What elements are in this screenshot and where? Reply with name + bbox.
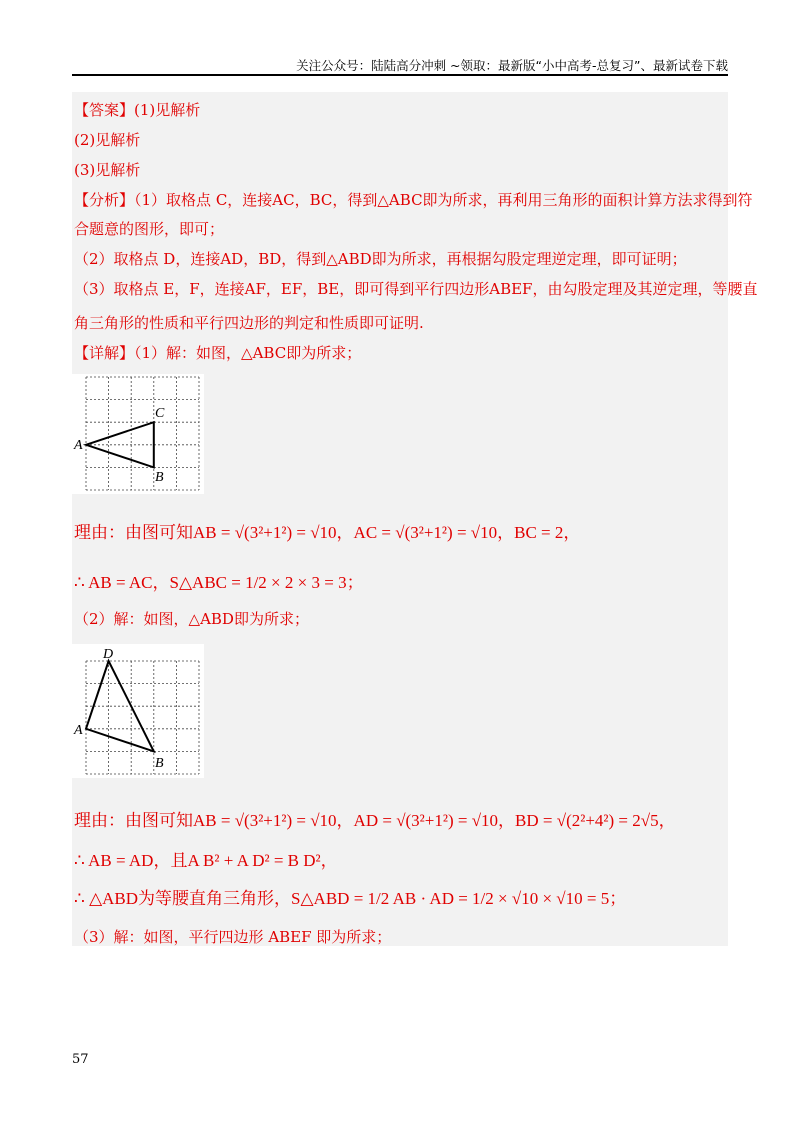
detail-3-line: （3）解：如图，平行四边形 ABEF 即为所求； xyxy=(74,928,392,946)
detail-1-text: （1）解：如图，△ABC即为所求； xyxy=(134,344,362,362)
label-a-2: A xyxy=(74,723,83,738)
analysis-1-line xyxy=(74,189,753,210)
detail-2-line: （2）解：如图，△ABD即为所求； xyxy=(74,610,309,628)
analysis-3-line: （3）取格点 E，F，连接AF，EF，BE，即可得到平行四边形ABEF，由勾股定理及其逆定理，等腰直 xyxy=(74,280,758,298)
detail-1-line xyxy=(74,342,361,363)
answer-3-line: (3)见解析 xyxy=(74,161,141,179)
analysis-2-line: （2）取格点 D，连接AD，BD，得到△ABD即为所求，再根据勾股定理逆定理，即可证明； xyxy=(74,250,687,268)
reason-1-line: 理由：由图可知AB = √(3²+1²) = √10，AC = √(3²+1²) = √10，BC = 2， xyxy=(74,523,581,542)
therefore-3-line: ∴ △ABD为等腰直角三角形，S△ABD = 1/2 AB · AD = 1/2 × √10 × √10 = 5； xyxy=(74,889,627,908)
detail-tag: 【详解】 xyxy=(74,344,135,362)
answer-2-line: (2)见解析 xyxy=(74,131,141,149)
analysis-3b-line: 角三角形的性质和平行四边形的判定和性质即可证明. xyxy=(74,314,424,332)
analysis-tag: 【分析】 xyxy=(74,191,135,209)
figure-triangle-abc xyxy=(72,374,204,494)
figure-triangle-abd xyxy=(72,644,204,778)
answer-line: 【答案】(1)见解析 xyxy=(74,101,201,119)
label-c: C xyxy=(155,406,165,421)
therefore-2-line: ∴ AB = AD，且A B² + A D² = B D²， xyxy=(74,851,338,870)
reason-2-line: 理由：由图可知AB = √(3²+1²) = √10，AD = √(3²+1²) = √10，BD = √(2²+4²) = 2√5， xyxy=(74,811,676,830)
analysis-1-text: （1）取格点 C，连接AC，BC，得到△ABC即为所求，再利用三角形的面积计算方法求得到符 xyxy=(134,191,753,209)
analysis-1b-line: 合题意的图形，即可； xyxy=(74,220,225,238)
therefore-1-line: ∴ AB = AC，S△ABC = 1/2 × 2 × 3 = 3； xyxy=(74,573,364,592)
page-number: 57 xyxy=(72,1052,89,1067)
label-a: A xyxy=(74,438,83,453)
header-rule xyxy=(72,74,728,76)
label-b: B xyxy=(155,470,164,485)
label-d: D xyxy=(103,647,114,662)
page-header: 关注公众号：陆陆高分冲刺 ~领取：最新版“小中高考-总复习”、最新试卷下载 xyxy=(296,58,728,73)
label-b-2: B xyxy=(155,756,164,771)
